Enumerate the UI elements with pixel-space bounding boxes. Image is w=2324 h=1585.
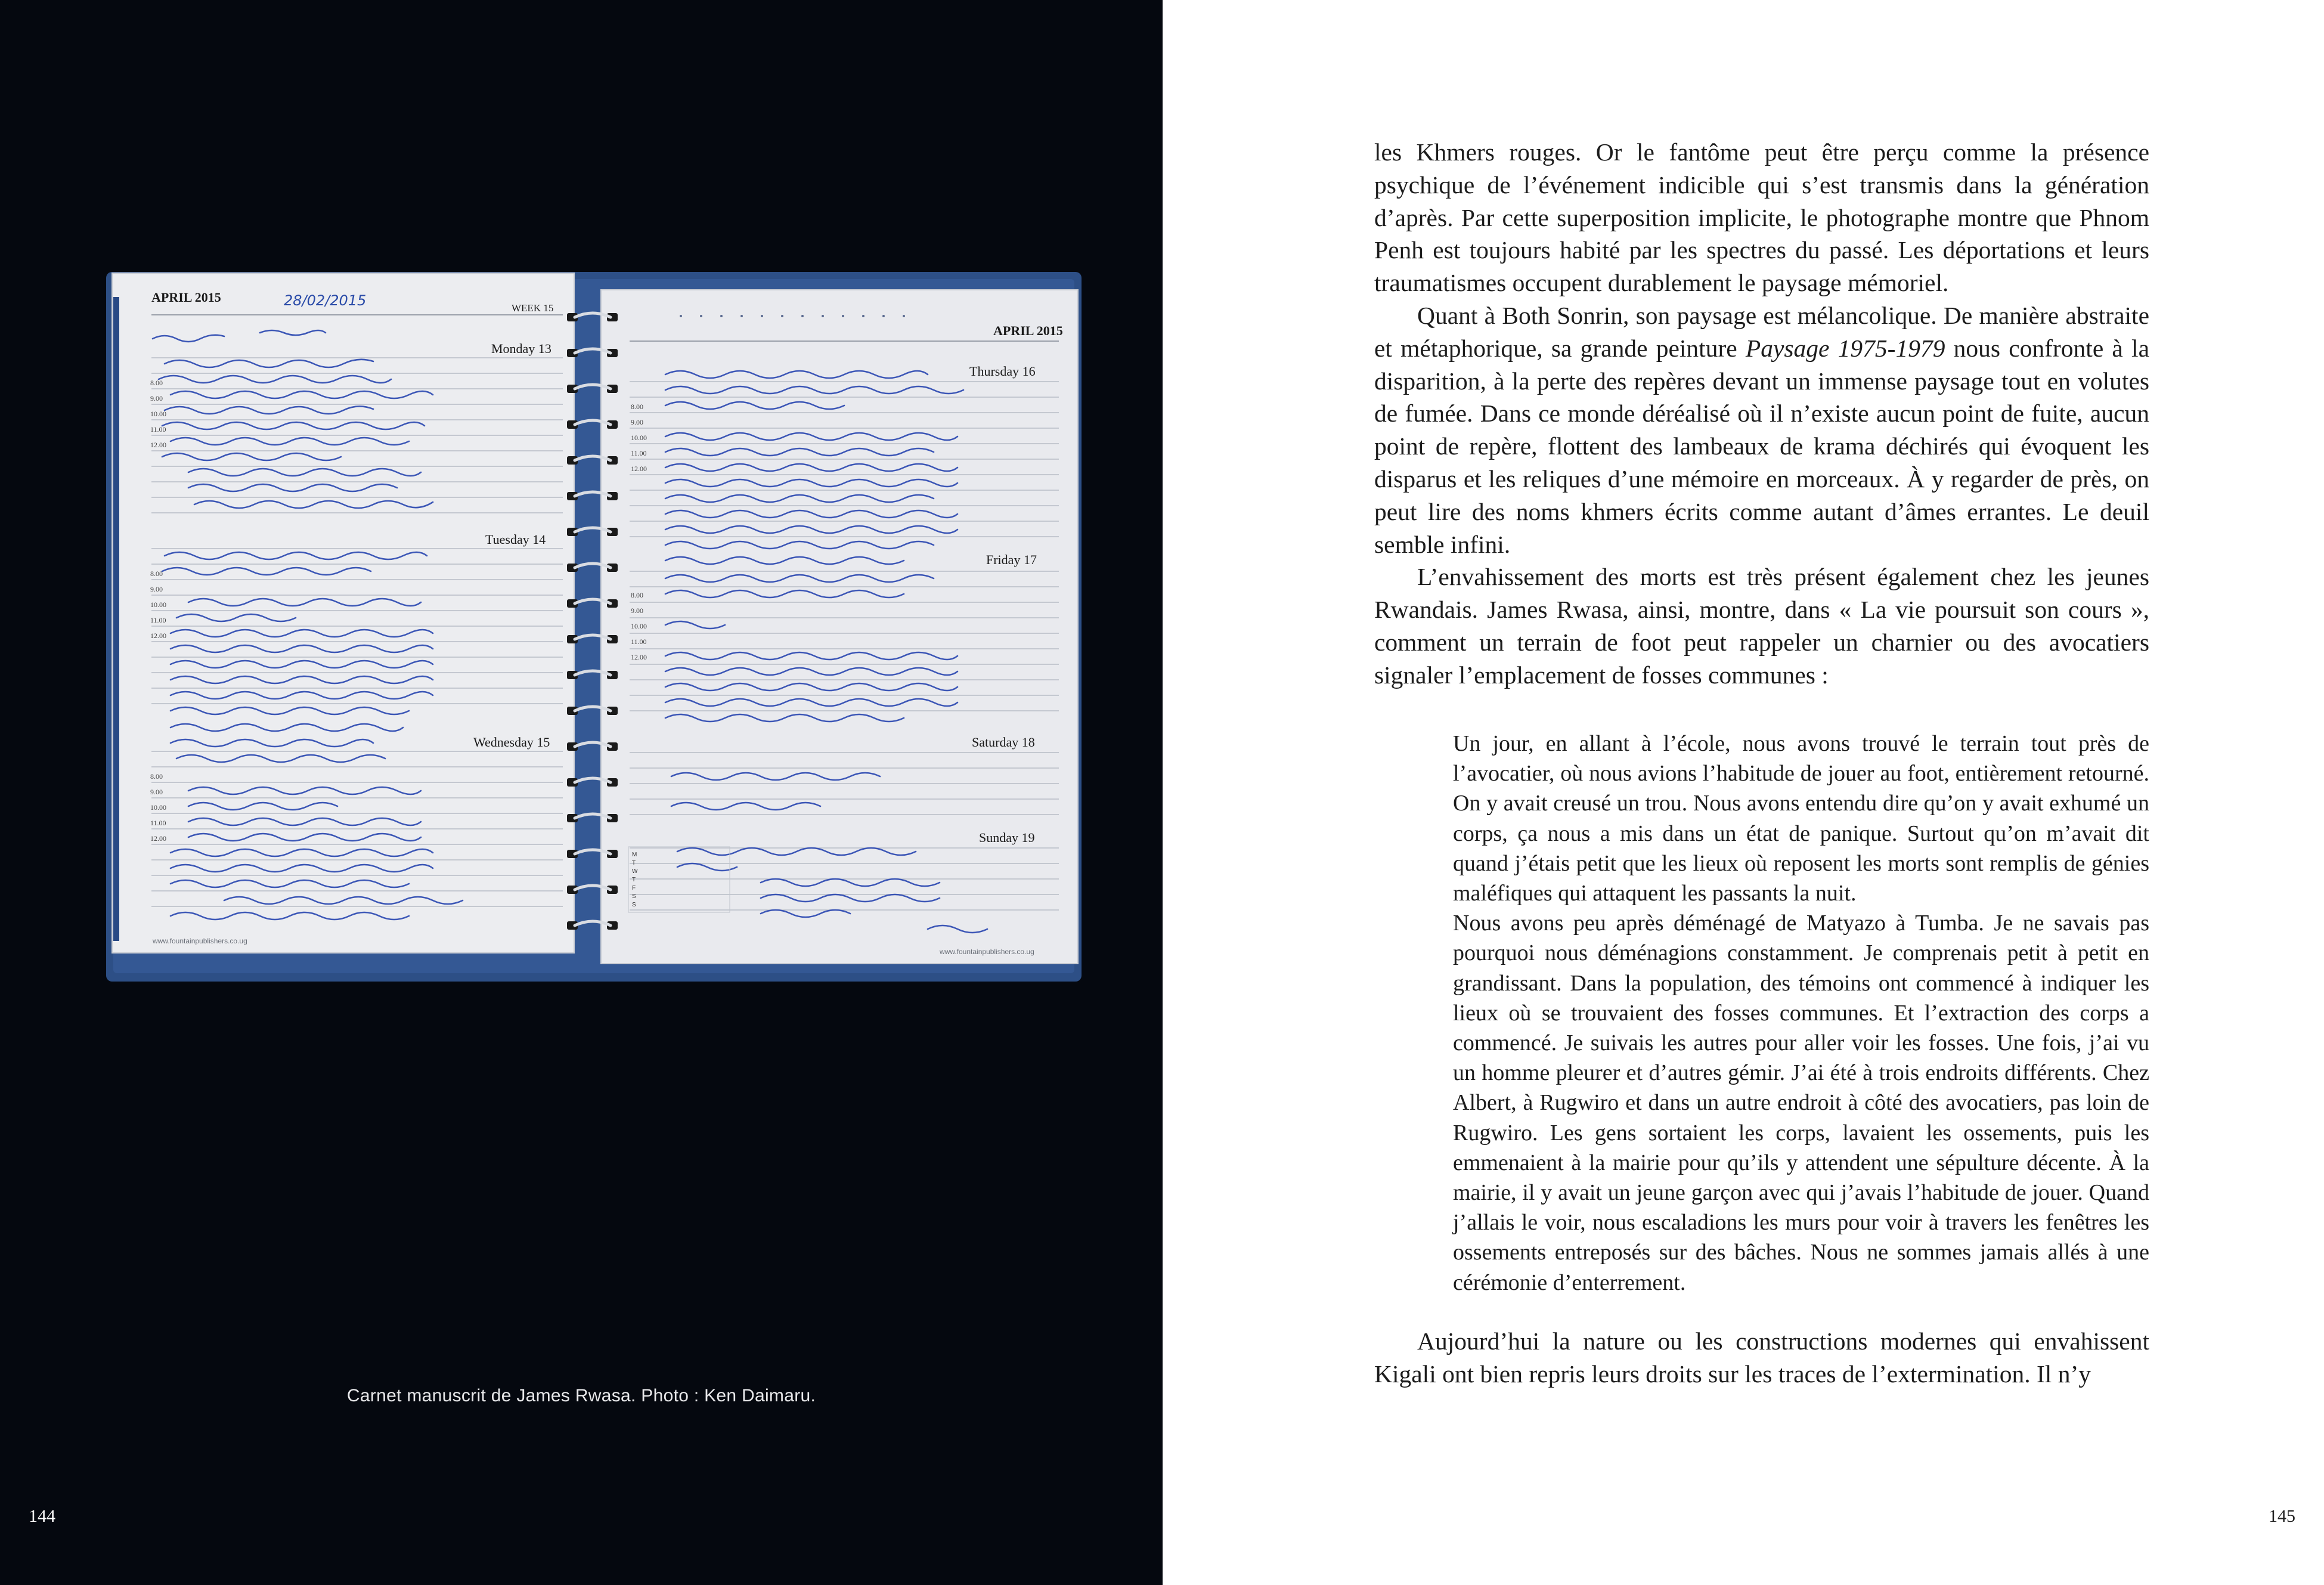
svg-text:10.00: 10.00 [150,410,166,418]
svg-text:8.00: 8.00 [150,379,163,387]
day-saturday: Saturday 18 [972,735,1035,750]
svg-text:12.00: 12.00 [631,653,647,661]
left-header-week: WEEK 15 [512,302,554,314]
page-number-right: 145 [2269,1506,2295,1526]
paragraph-2-end: nous confronte à la disparition, à la perte des repères devant un immense paysage tout en volutes de fumée. Dans ce monde déréalisé où il n’existe aucun point de fuite, aucun point de repère, flottent des lambeaux de krama déchirés qui évoquent les disparus et les reliques d’une mémoire en morceaux. À y regarder de près, on peut lire des noms khmers écrits comme autant d’âmes errantes. Le deuil semble infini. [1374,334,2149,558]
svg-text:12.00: 12.00 [150,631,166,640]
svg-text:12.00: 12.00 [150,834,166,843]
notebook-right-sheet [601,290,1078,964]
svg-text:T: T [632,860,636,866]
svg-text:9.00: 9.00 [150,788,163,796]
day-sunday: Sunday 19 [979,830,1035,845]
day-wednesday: Wednesday 15 [473,735,550,750]
svg-text:10.00: 10.00 [631,434,647,442]
right-footer: www.fountainpublishers.co.ug [940,948,1034,956]
right-header-month: APRIL 2015 [993,323,1063,338]
svg-text:8.00: 8.00 [631,591,643,599]
notebook-illustration [105,268,1083,984]
svg-text:9.00: 9.00 [631,418,643,426]
left-footer: www.fountainpublishers.co.ug [153,937,247,945]
paragraph-4: Aujourd’hui la nature ou les constructions modernes qui envahissent Kigali ont bien repris leurs droits sur les traces de l’extermination. Il n’y [1374,1327,2149,1388]
photo-caption: Carnet manuscrit de James Rwasa. Photo : Ken Daimaru. [346,1386,816,1406]
day-friday: Friday 17 [986,552,1037,567]
quote-paragraph-1: Un jour, en allant à l’école, nous avons trouvé le terrain tout près de l’avocatier, où nous avions l’habitude de jouer au foot, entièrement retourné. On y avait creusé un trou. Nous avons entendu dire qu’on y avait exhumé un corps, ça nous a mis dans un état de panique. Surtout qu’on m’avait dit quand j’étais petit que les lieux où reposent les morts sont remplis de génies maléfiques qui attaquent les passants la nuit. [1453,731,2149,906]
left-header-date: 28/02/2015 [284,292,367,309]
artwork-title: Paysage 1975-1979 [1745,334,1945,362]
page-number-left: 144 [29,1506,55,1526]
svg-text:12.00: 12.00 [631,465,647,473]
quote-paragraph-2: Nous avons peu après déménagé de Matyazo à Tumba. Je ne savais pas pourquoi nous déménagions constamment. Je comprenais petit à petit en grandissant. Dans la population, des témoins ont commencé à indiquer les lieux où se trouvaient des fosses communes. Et l’extraction des corps a commencé. Je suivais les autres pour aller voir les fosses. Une fois, j’ai vu un homme pleurer et d’autres gémir. J’ai été à trois endroits différents. Chez Albert, à Rugwiro et dans un autre endroit à côté des avocatiers, pas loin de Rugwiro. Les gens sortaient les corps, lavaient les ossements, puis les emmenaient à la mairie pour qu’ils y attendent une sépulture décente. À la mairie, il y avait un jeune garçon avec qui j’avais l’habitude de jouer. Quand j’allais le voir, nous escaladions les murs pour voir à travers les fenêtres les ossements entreposés sur des bâches. Nous ne sommes jamais allés à une cérémonie d’enterrement. [1453,911,2149,1295]
day-thursday: Thursday 16 [969,364,1036,379]
svg-text:9.00: 9.00 [150,394,163,403]
left-header-month: APRIL 2015 [151,290,221,305]
svg-text:8.00: 8.00 [150,569,163,578]
svg-text:T: T [632,877,636,883]
svg-text:12.00: 12.00 [150,441,166,449]
paragraph-2-start: Quant à Both Sonrin, son paysage est mélancolique. De manière abstraite et métaphorique, sa grande peinture [1374,301,2149,362]
svg-text:M: M [632,852,637,858]
paragraph-1: les Khmers rouges. Or le fantôme peut être perçu comme la présence psychique de l’événement indicible qui s’est transmis dans la génération d’après. Par cette superposition implicite, le photographe montre que Phnom Penh est toujours habité par les spectres du passé. Les déportations et leurs traumatismes occupent durablement le paysage mémoriel. [1374,138,2149,297]
body-text-top [1374,136,2149,692]
svg-text:F: F [632,885,636,891]
block-quote [1453,729,2149,1298]
svg-text:W: W [632,868,638,875]
svg-text:11.00: 11.00 [631,449,647,457]
day-monday: Monday 13 [491,341,551,356]
svg-text:S: S [632,902,636,908]
notebook-left-sheet [112,273,574,953]
svg-text:11.00: 11.00 [150,425,166,434]
svg-text:9.00: 9.00 [150,585,163,593]
notebook-photo [105,268,1083,984]
svg-text:9.00: 9.00 [631,606,643,615]
body-text-bottom [1374,1325,2149,1391]
svg-text:11.00: 11.00 [631,637,647,646]
svg-text:S: S [632,893,636,900]
day-tuesday: Tuesday 14 [485,532,546,547]
svg-text:8.00: 8.00 [150,772,163,781]
svg-text:10.00: 10.00 [150,600,166,609]
paragraph-3: L’envahissement des morts est très présent également chez les jeunes Rwandais. James Rwasa, ainsi, montre, dans « La vie poursuit son cours », comment un terrain de foot peut rappeler un charnier ou des avocatiers signaler l’emplacement de fosses communes : [1374,563,2149,689]
svg-text:8.00: 8.00 [631,403,643,411]
paragraph-2 [1374,299,2149,561]
svg-text:11.00: 11.00 [150,819,166,827]
svg-text:11.00: 11.00 [150,616,166,624]
svg-text:10.00: 10.00 [631,622,647,630]
svg-text:10.00: 10.00 [150,803,166,812]
left-edge-strip [113,297,119,941]
